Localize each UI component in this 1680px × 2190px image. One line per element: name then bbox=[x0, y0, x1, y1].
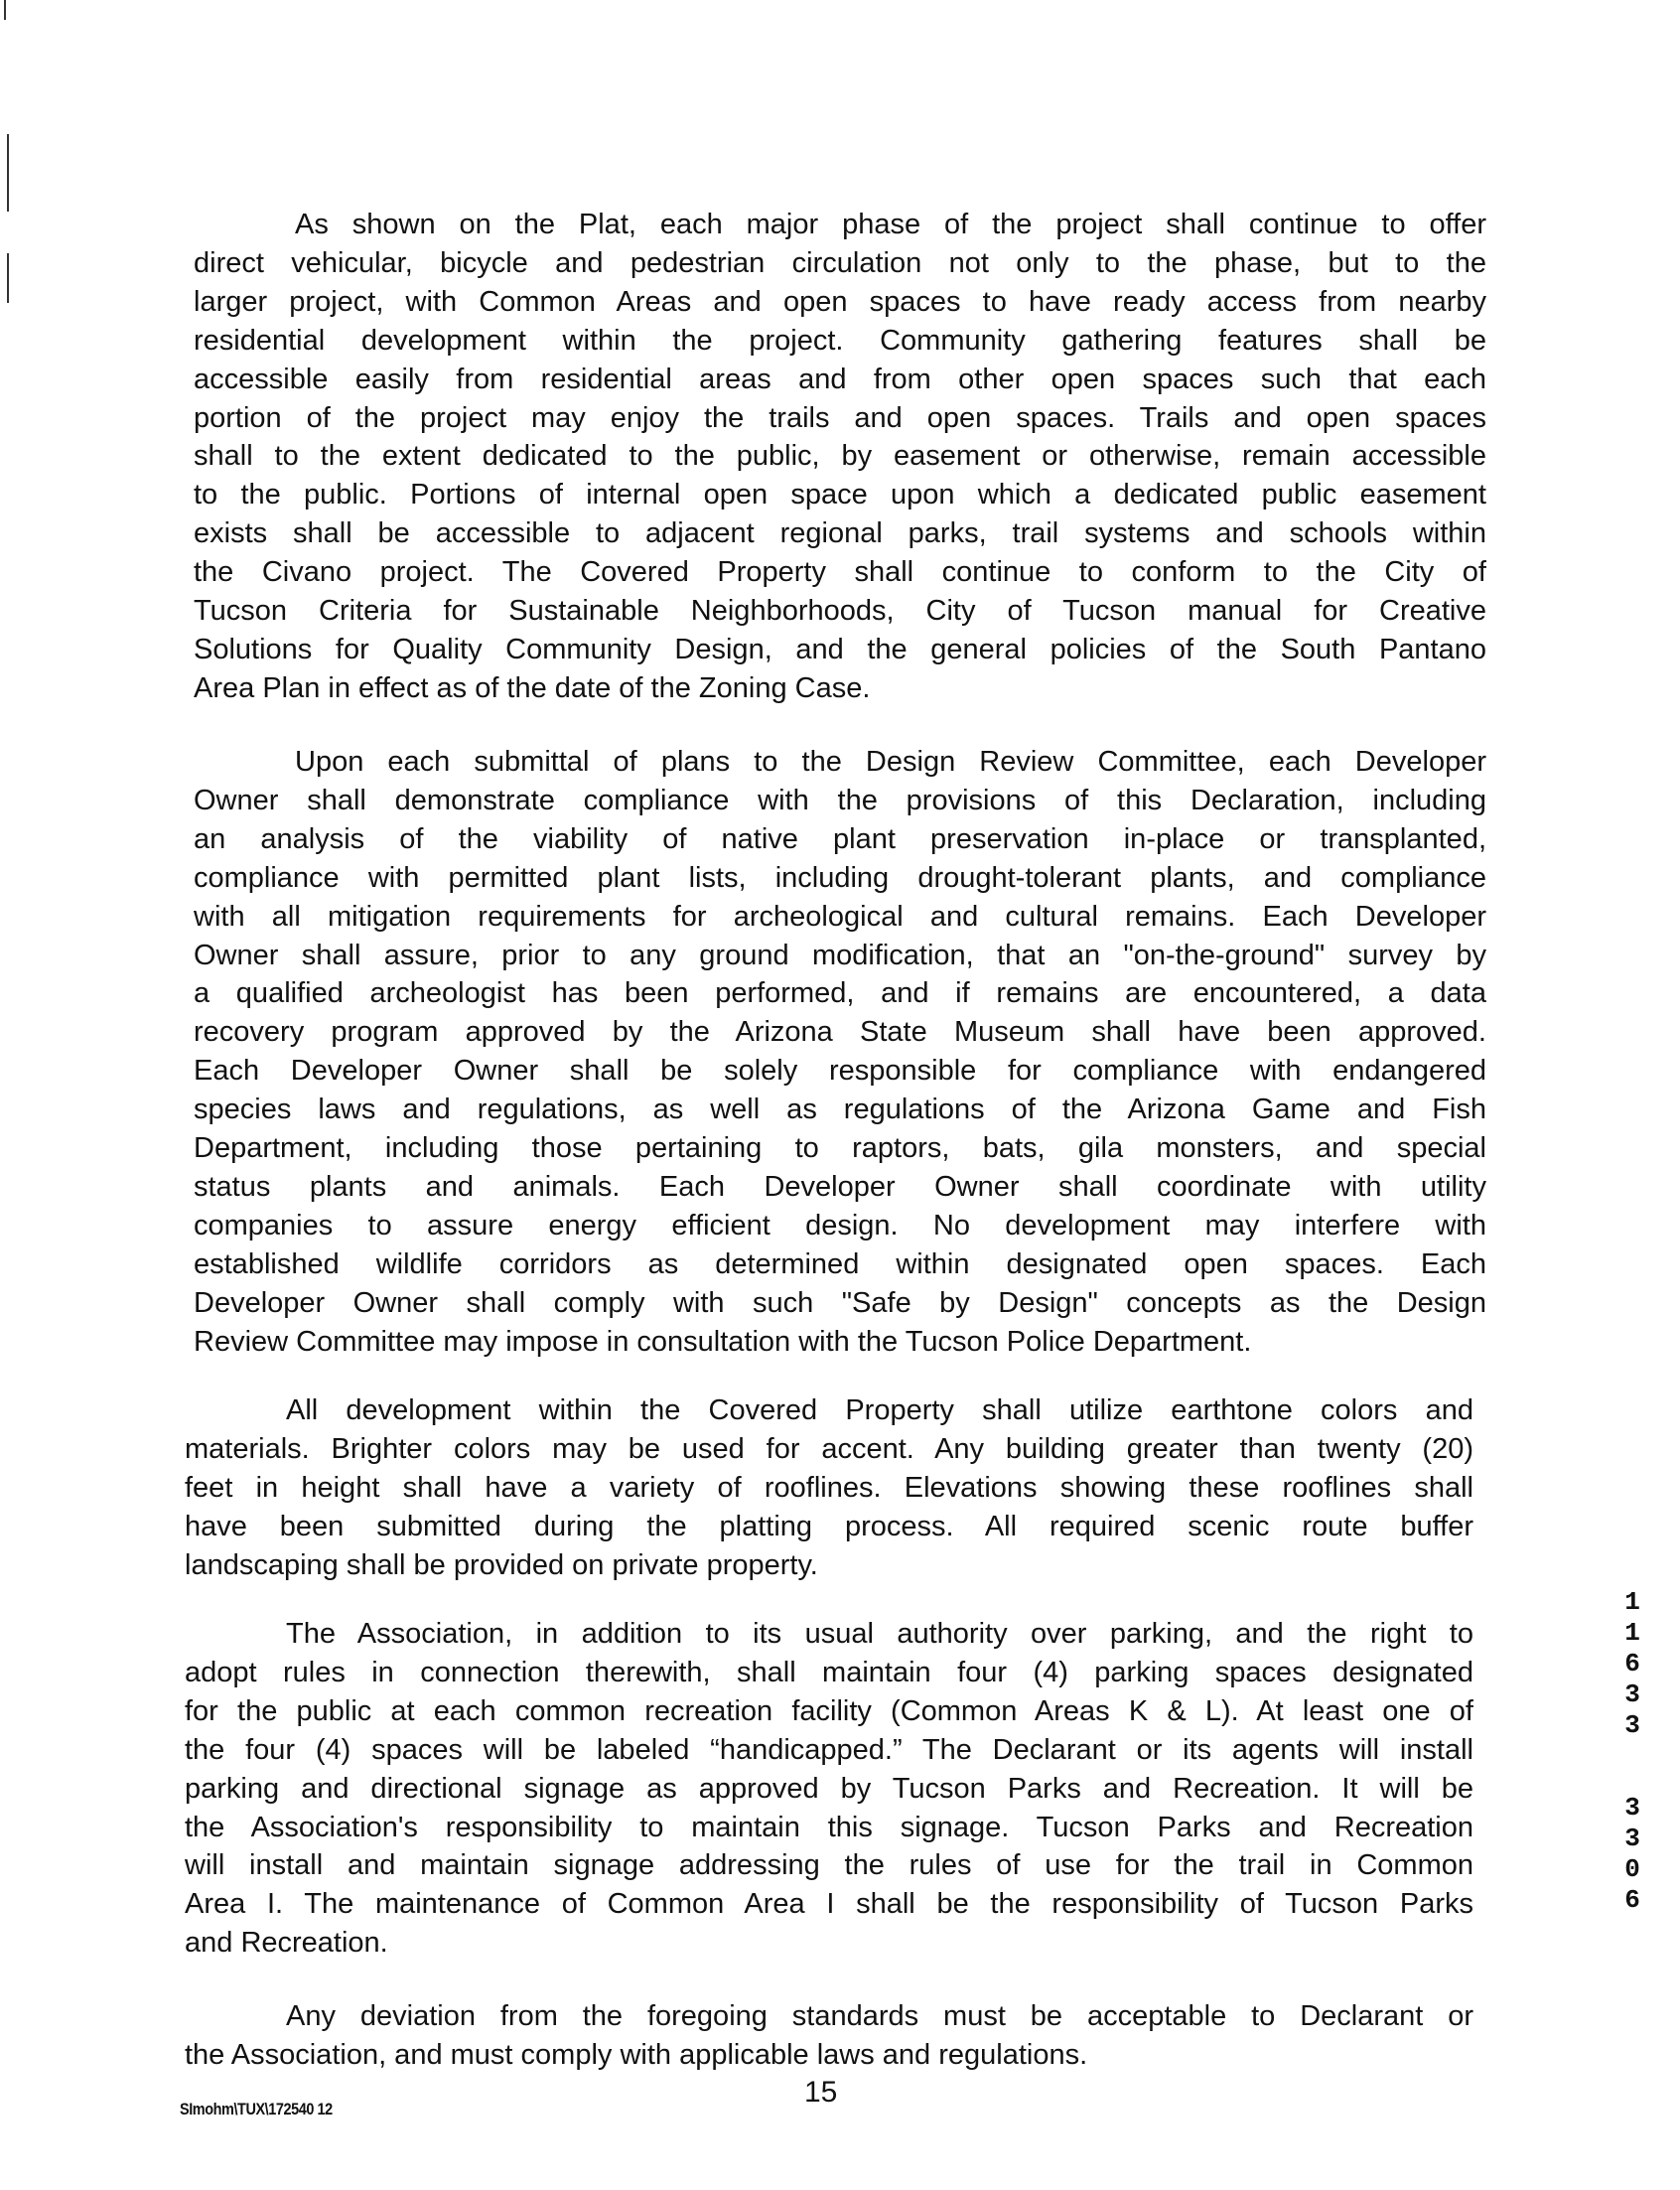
text-line: compliance with permitted plant lists, including drought-tolerant plants, and compliance bbox=[194, 861, 1486, 894]
paragraph-parking bbox=[185, 1615, 1473, 1963]
text-line: Review Committee may impose in consultation with the Tucson Police Department. bbox=[194, 1325, 1252, 1358]
paragraph-colors-materials bbox=[185, 1391, 1473, 1585]
stamp-digit: 1 bbox=[1624, 1587, 1640, 1617]
text-line: the Civano project. The Covered Property shall continue to conform to the City of bbox=[194, 556, 1486, 589]
stamp-digit: 3 bbox=[1624, 1679, 1640, 1709]
text-line: with all mitigation requirements for archeological and cultural remains. Each Developer bbox=[194, 900, 1486, 933]
text-line: will install and maintain signage addressing the rules of use for the trail in Common bbox=[185, 1849, 1473, 1882]
recording-stamp bbox=[1618, 1587, 1646, 1741]
text-line: recovery program approved by the Arizona State Museum shall have been approved. bbox=[194, 1016, 1486, 1049]
stamp-digit: 3 bbox=[1624, 1793, 1640, 1823]
text-line: Any deviation from the foregoing standards must be acceptable to Declarant or bbox=[286, 2000, 1473, 2032]
text-line: direct vehicular, bicycle and pedestrian circulation not only to the phase, but to the bbox=[194, 246, 1486, 279]
paragraph-deviation bbox=[185, 1997, 1473, 2075]
text-line: established wildlife corridors as determined within designated open spaces. Each bbox=[194, 1247, 1486, 1280]
text-line: feet in height shall have a variety of rooflines. Elevations showing these rooflines shall bbox=[185, 1471, 1473, 1504]
text-line: The Association, in addition to its usual authority over parking, and the right to bbox=[286, 1618, 1473, 1650]
text-line: materials. Brighter colors may be used for accent. Any building greater than twenty (20) bbox=[185, 1432, 1473, 1465]
text-line: residential development within the project. Community gathering features shall be bbox=[194, 324, 1486, 357]
paragraph-design-review bbox=[194, 743, 1486, 1362]
stamp-digit: 6 bbox=[1624, 1885, 1640, 1915]
text-line: the Association, and must comply with applicable laws and regulations. bbox=[185, 2038, 1088, 2071]
text-line: adopt rules in connection therewith, shall maintain four (4) parking spaces designated bbox=[185, 1656, 1473, 1688]
text-line: As shown on the Plat, each major phase of the project shall continue to offer bbox=[295, 209, 1486, 240]
text-line: All development within the Covered Property shall utilize earthtone colors and bbox=[286, 1394, 1473, 1426]
text-line: and Recreation. bbox=[185, 1927, 388, 1960]
text-line: exists shall be accessible to adjacent regional parks, trail systems and schools within bbox=[194, 517, 1486, 550]
text-line: Department, including those pertaining to raptors, bats, gila monsters, and special bbox=[194, 1132, 1486, 1165]
text-line: shall to the extent dedicated to the public, by easement or otherwise, remain accessible bbox=[194, 440, 1486, 473]
text-line: a qualified archeologist has been performed, and if remains are encountered, a data bbox=[194, 977, 1486, 1010]
paragraph-circulation bbox=[194, 206, 1486, 708]
text-line: Each Developer Owner shall be solely responsible for compliance with endangered bbox=[194, 1055, 1486, 1088]
text-line: Area Plan in effect as of the date of the Zoning Case. bbox=[194, 671, 871, 704]
document-id: SImohm\TUX\172540 12 bbox=[180, 2100, 333, 2118]
text-line: have been submitted during the platting process. All required scenic route buffer bbox=[185, 1510, 1473, 1542]
page-number: 15 bbox=[804, 2076, 838, 2109]
stamp-digit: 3 bbox=[1624, 1710, 1640, 1740]
text-line: the Association's responsibility to maintain this signage. Tucson Parks and Recreation bbox=[185, 1811, 1473, 1843]
text-line: Owner shall demonstrate compliance with the provisions of this Declaration, including bbox=[194, 784, 1486, 816]
text-line: companies to assure energy efficient design. No development may interfere with bbox=[194, 1209, 1486, 1241]
text-line: accessible easily from residential areas and from other open spaces such that each bbox=[194, 363, 1486, 395]
text-line: Owner shall assure, prior to any ground modification, that an "on-the-ground" survey by bbox=[194, 939, 1486, 971]
text-line: status plants and animals. Each Developer Owner shall coordinate with utility bbox=[194, 1170, 1486, 1203]
text-line: an analysis of the viability of native plant preservation in-place or transplanted, bbox=[194, 822, 1486, 855]
text-line: for the public at each common recreation facility (Common Areas K & L). At least one of bbox=[185, 1694, 1473, 1727]
stamp-digit: 0 bbox=[1624, 1854, 1640, 1884]
margin-mark bbox=[7, 253, 9, 303]
text-line: species laws and regulations, as well as regulations of the Arizona Game and Fish bbox=[194, 1094, 1486, 1126]
stamp-digit: 3 bbox=[1624, 1824, 1640, 1853]
text-line: Solutions for Quality Community Design, and the general policies of the South Pantano bbox=[194, 633, 1486, 665]
text-line: parking and directional signage as approved by Tucson Parks and Recreation. It will be bbox=[185, 1772, 1473, 1805]
text-line: the four (4) spaces will be labeled “handicapped.” The Declarant or its agents will install bbox=[185, 1733, 1473, 1766]
text-line: portion of the project may enjoy the trails and open spaces. Trails and open spaces bbox=[194, 401, 1486, 434]
text-line: Area I. The maintenance of Common Area I shall be the responsibility of Tucson Parks bbox=[185, 1888, 1473, 1921]
text-line: Upon each submittal of plans to the Design Review Committee, each Developer bbox=[295, 746, 1486, 778]
stamp-digit: 6 bbox=[1624, 1649, 1640, 1679]
text-line: to the public. Portions of internal open space upon which a dedicated public easement bbox=[194, 479, 1486, 511]
text-line: Tucson Criteria for Sustainable Neighborhoods, City of Tucson manual for Creative bbox=[194, 595, 1486, 628]
text-line: Developer Owner shall comply with such "Safe by Design" concepts as the Design bbox=[194, 1286, 1486, 1319]
text-line: larger project, with Common Areas and open spaces to have ready access from nearby bbox=[194, 285, 1486, 318]
recording-stamp bbox=[1618, 1793, 1646, 1916]
stamp-digit: 1 bbox=[1624, 1618, 1640, 1648]
text-line: landscaping shall be provided on private property. bbox=[185, 1548, 818, 1581]
margin-mark bbox=[4, 0, 6, 20]
margin-mark bbox=[7, 134, 9, 212]
